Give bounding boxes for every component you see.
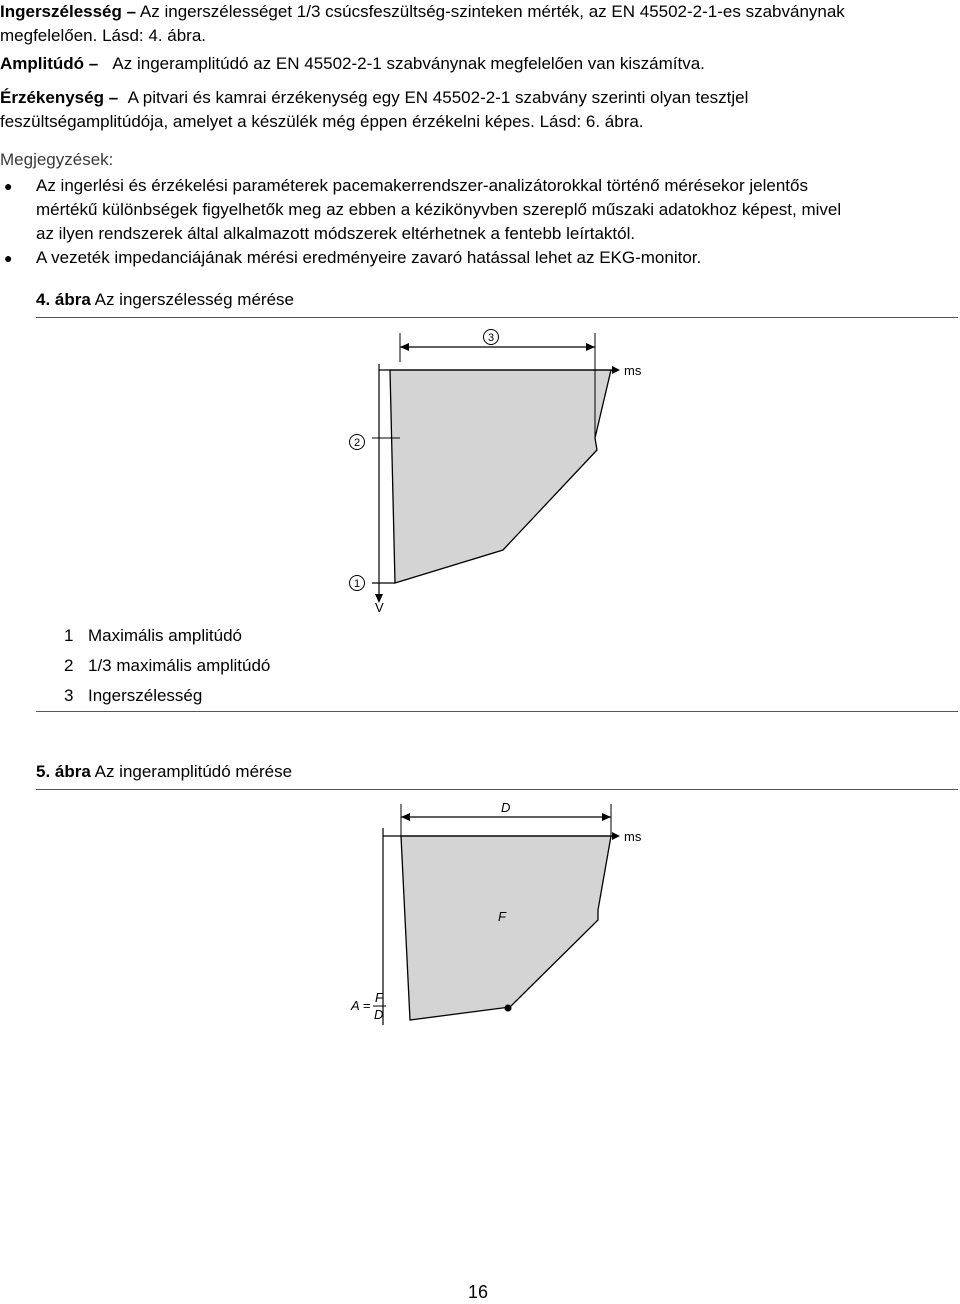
figure4-caption: Az ingerszélesség mérése	[94, 290, 294, 309]
note-item	[0, 174, 958, 246]
legend-number: 1	[64, 626, 74, 645]
voltage-unit-label: V	[375, 600, 384, 615]
sensitivity-text-1: A pitvari és kamrai érzékenység egy EN 45502-2-1 szabvány szerinti olyan tesztjel	[127, 88, 749, 107]
amplitude-point-icon	[505, 1005, 512, 1012]
legend-number: 2	[64, 656, 74, 675]
figure5-caption: Az ingeramplitúdó mérése	[94, 762, 293, 781]
legend-text: Maximális amplitúdó	[88, 626, 242, 645]
notes-list	[0, 174, 958, 270]
marker-3-label: 3	[487, 332, 495, 344]
figure4-diagram	[0, 320, 960, 640]
formula-numerator: F	[375, 990, 383, 1005]
formula-lhs: A =	[351, 998, 371, 1013]
legend-text: 1/3 maximális amplitúdó	[88, 656, 271, 675]
sensitivity-paragraph	[0, 86, 958, 134]
time-axis-arrow-icon	[612, 832, 620, 840]
figure4-title	[36, 288, 294, 312]
figure4-top-rule	[36, 317, 958, 318]
figure5-number: 5. ábra	[36, 762, 91, 781]
arrow-left-icon	[401, 813, 410, 821]
figure4-number: 4. ábra	[36, 290, 91, 309]
pulse-width-paragraph	[0, 0, 958, 48]
term-dash: –	[108, 88, 119, 107]
legend-item	[64, 684, 270, 714]
legend-item	[64, 654, 270, 684]
amplitude-text: Az ingeramplitúdó az EN 45502-2-1 szabványnak megfelelően van kiszámítva.	[112, 54, 705, 73]
sensitivity-term: Érzékenység	[0, 88, 104, 107]
pulse-width-text-1: Az ingerszélességet 1/3 csúcsfeszültség-szinteken mérték, az EN 45502-2-1-es szabványnak	[139, 2, 845, 21]
pulse-shape	[401, 836, 611, 1020]
note-line: A vezeték impedanciájának mérési eredményeire zavaró hatással lehet az EKG-monitor.	[36, 248, 702, 267]
page-number: 16	[468, 1282, 489, 1302]
term-dash: –	[88, 54, 99, 73]
amplitude-term: Amplitúdó	[0, 54, 85, 73]
time-unit-label: ms	[624, 829, 642, 844]
arrow-left-icon	[400, 343, 409, 351]
pulse-shape	[390, 370, 611, 583]
legend-number: 3	[64, 686, 74, 705]
marker-1-label: 1	[353, 578, 361, 590]
figure5-title	[36, 760, 292, 784]
time-axis-arrow-icon	[612, 366, 620, 374]
marker-2-label: 2	[353, 437, 361, 449]
sensitivity-text-2: feszültségamplitúdója, amelyet a készülék még éppen érzékelni képes. Lásd: 6. ábra.	[0, 112, 644, 131]
figure5-diagram	[0, 792, 960, 1052]
arrow-right-icon	[602, 813, 611, 821]
area-label: F	[498, 909, 506, 924]
duration-label: D	[501, 800, 511, 815]
bullet-icon: ●	[4, 178, 13, 194]
notes-title: Megjegyzések:	[0, 150, 114, 169]
pulse-width-text-2: megfelelően. Lásd: 4. ábra.	[0, 26, 207, 45]
term-dash: –	[126, 2, 137, 21]
note-line: az ilyen rendszerek által alkalmazott módszerek eltérhetnek a fentebb leírtaktól.	[36, 224, 636, 243]
bullet-icon: ●	[4, 250, 13, 266]
figure4-bottom-rule	[36, 711, 958, 712]
note-item	[0, 246, 958, 270]
formula-denominator: D	[374, 1007, 384, 1022]
pulse-width-term: Ingerszélesség	[0, 2, 122, 21]
legend-item	[64, 624, 270, 654]
amplitude-paragraph	[0, 52, 958, 76]
figure4-legend	[64, 624, 270, 714]
arrow-right-icon	[586, 343, 595, 351]
note-line: mértékű különbségek figyelhetők meg az ebben a kézikönyvben szereplő műszaki adatokhoz képest, mivel	[36, 200, 842, 219]
figure5-top-rule	[36, 789, 958, 790]
note-line: Az ingerlési és érzékelési paraméterek pacemakerrendszer-analizátorokkal történő mérésekor jelentős	[36, 176, 808, 195]
legend-text: Ingerszélesség	[88, 686, 203, 705]
time-unit-label: ms	[624, 363, 642, 378]
